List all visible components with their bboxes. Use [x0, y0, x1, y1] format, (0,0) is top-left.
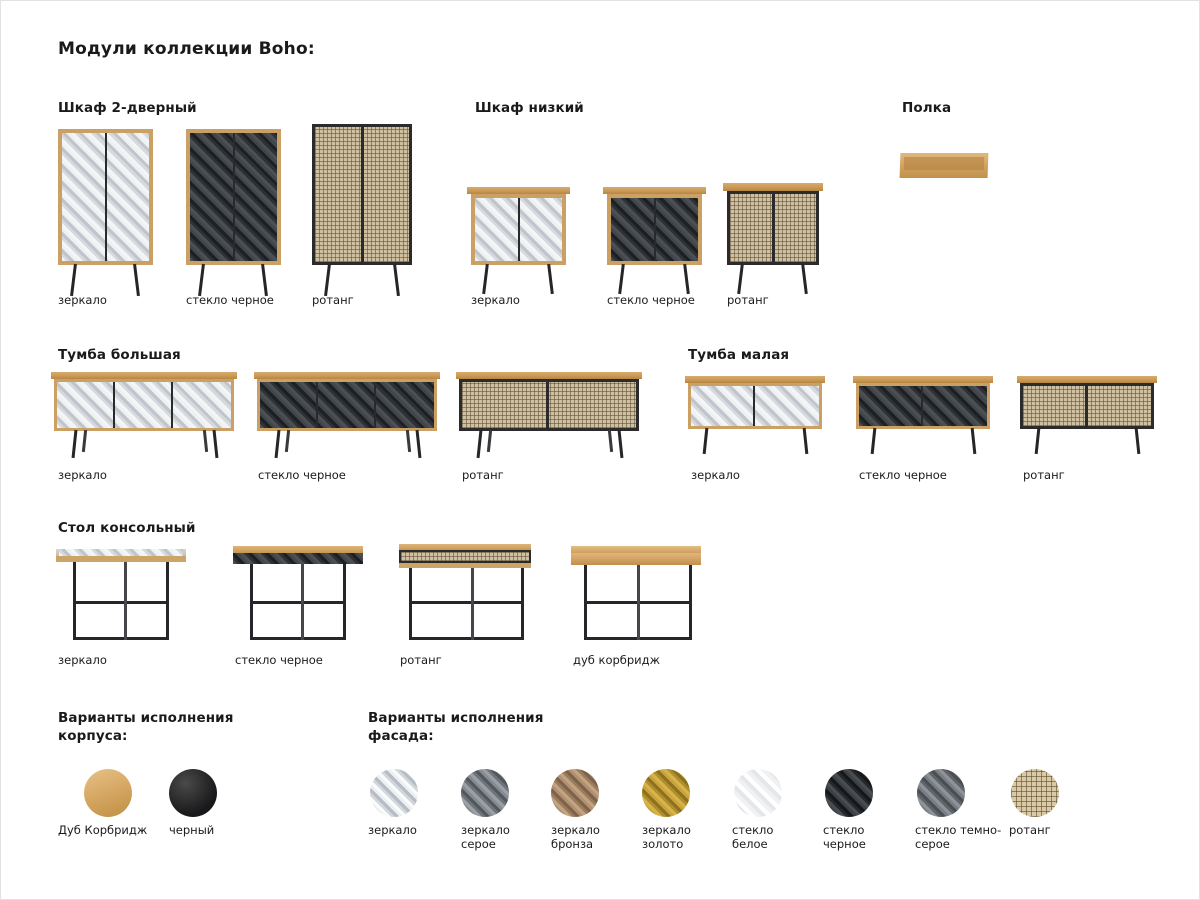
- section-title-body-options: [58, 709, 318, 745]
- swatch-mirror[interactable]: [370, 769, 418, 817]
- door-divider: [772, 194, 775, 262]
- table-top: [233, 546, 363, 553]
- caption-swatch-glass-white: стекло белое: [732, 823, 774, 852]
- cabinet-body: [257, 379, 437, 431]
- section-title-facade-options: [368, 709, 668, 745]
- caption-sideboard-big-rattan: ротанг: [462, 468, 504, 482]
- section-title-shelf: Полка: [902, 100, 952, 116]
- drawer-front-rattan: [399, 550, 531, 563]
- swatch-oak-corbridge[interactable]: [84, 769, 132, 817]
- top-panel: [853, 376, 993, 383]
- top-panel: [723, 183, 823, 191]
- page-title: Модули коллекции Boho:: [58, 39, 315, 59]
- facade-finish-mirror: [691, 386, 819, 426]
- swatch-glass-dark-grey[interactable]: [917, 769, 965, 817]
- door-divider: [316, 382, 318, 428]
- caption-swatch-mirror-gold: зеркало золото: [642, 823, 691, 852]
- caption-swatch-black: черный: [169, 823, 215, 837]
- door-divider: [171, 382, 173, 428]
- door-divider: [518, 198, 520, 261]
- cabinet-body: [459, 379, 639, 431]
- apron: [399, 563, 531, 568]
- caption-sideboard-big-mirror: зеркало: [58, 468, 107, 482]
- caption-sideboard-small-mirror: зеркало: [691, 468, 740, 482]
- door-divider: [113, 382, 115, 428]
- caption-wardrobe-low-black-glass: стекло черное: [607, 293, 695, 307]
- door-divider: [105, 133, 107, 261]
- caption-swatch-mirror-bronze: зеркало бронза: [551, 823, 600, 852]
- cabinet-body: [312, 124, 412, 265]
- caption-swatch-mirror-grey: зеркало серое: [461, 823, 510, 852]
- swatch-black[interactable]: [169, 769, 217, 817]
- caption-sideboard-big-black-glass: стекло черное: [258, 468, 346, 482]
- section-title-sideboard-big: Тумба большая: [58, 347, 181, 363]
- body-options-title-line1: Варианты исполнения: [58, 710, 234, 726]
- swatch-glass-black[interactable]: [825, 769, 873, 817]
- cabinet-body: [471, 194, 566, 265]
- swatch-mirror-grey[interactable]: [461, 769, 509, 817]
- shelf-inner-shadow: [904, 157, 984, 170]
- cabinet-body: [856, 383, 990, 429]
- door-divider: [1085, 386, 1088, 426]
- top-panel: [1017, 376, 1157, 383]
- table-top: [571, 546, 701, 553]
- table-top-finish-mirror: [59, 549, 183, 556]
- caption-wardrobe-low-rattan: ротанг: [727, 293, 769, 307]
- caption-sideboard-small-rattan: ротанг: [1023, 468, 1065, 482]
- swatch-mirror-gold[interactable]: [642, 769, 690, 817]
- facade-finish-mirror: [57, 382, 231, 428]
- top-panel: [467, 187, 570, 194]
- drawer-front-black-glass: [233, 553, 363, 564]
- facade-options-title-line2: фасада:: [368, 728, 434, 745]
- caption-console-rattan: ротанг: [400, 653, 442, 667]
- top-panel: [254, 372, 440, 379]
- cabinet-body: [688, 383, 822, 429]
- cabinet-body: [186, 129, 281, 265]
- caption-wardrobe2-rattan: ротанг: [312, 293, 354, 307]
- caption-swatch-rattan: ротанг: [1009, 823, 1051, 837]
- caption-swatch-oak-corbridge: Дуб Корбридж: [58, 823, 148, 837]
- facade-options-title-line1: Варианты исполнения: [368, 710, 544, 726]
- body-options-title-line2: корпуса:: [58, 728, 128, 745]
- cabinet-body: [58, 129, 153, 265]
- caption-swatch-mirror: зеркало: [368, 823, 417, 837]
- swatch-rattan[interactable]: [1011, 769, 1059, 817]
- caption-wardrobe-low-mirror: зеркало: [471, 293, 520, 307]
- swatch-mirror-bronze[interactable]: [551, 769, 599, 817]
- door-divider: [921, 386, 923, 426]
- caption-wardrobe2-black-glass: стекло черное: [186, 293, 274, 307]
- section-title-wardrobe2: Шкаф 2-дверный: [58, 100, 197, 116]
- cabinet-body: [727, 191, 819, 265]
- door-divider: [361, 127, 364, 262]
- swatch-glass-white[interactable]: [734, 769, 782, 817]
- top-panel: [51, 372, 237, 379]
- facade-finish-rattan: [462, 382, 636, 428]
- section-title-console: Стол консольный: [58, 520, 196, 536]
- caption-swatch-glass-black: стекло черное: [823, 823, 866, 852]
- facade-finish-black-glass: [260, 382, 434, 428]
- drawer-front-oak: [571, 553, 701, 565]
- door-divider: [753, 386, 755, 426]
- caption-console-oak-corbridge: дуб корбридж: [573, 653, 660, 667]
- caption-wardrobe2-mirror: зеркало: [58, 293, 107, 307]
- door-divider: [546, 382, 549, 428]
- facade-finish-black-glass: [859, 386, 987, 426]
- caption-swatch-glass-dark-grey: стекло темно-серое: [915, 823, 1002, 852]
- caption-console-mirror: зеркало: [58, 653, 107, 667]
- top-panel: [685, 376, 825, 383]
- cabinet-body: [54, 379, 234, 431]
- top-panel: [456, 372, 642, 379]
- cabinet-body: [607, 194, 702, 265]
- caption-console-black-glass: стекло черное: [235, 653, 323, 667]
- door-divider: [374, 382, 376, 428]
- door-divider: [654, 198, 656, 261]
- door-divider: [233, 133, 235, 261]
- caption-sideboard-small-black-glass: стекло черное: [859, 468, 947, 482]
- top-panel: [603, 187, 706, 194]
- section-title-wardrobe-low: Шкаф низкий: [475, 100, 584, 116]
- cabinet-body: [1020, 383, 1154, 429]
- section-title-sideboard-small: Тумба малая: [688, 347, 790, 363]
